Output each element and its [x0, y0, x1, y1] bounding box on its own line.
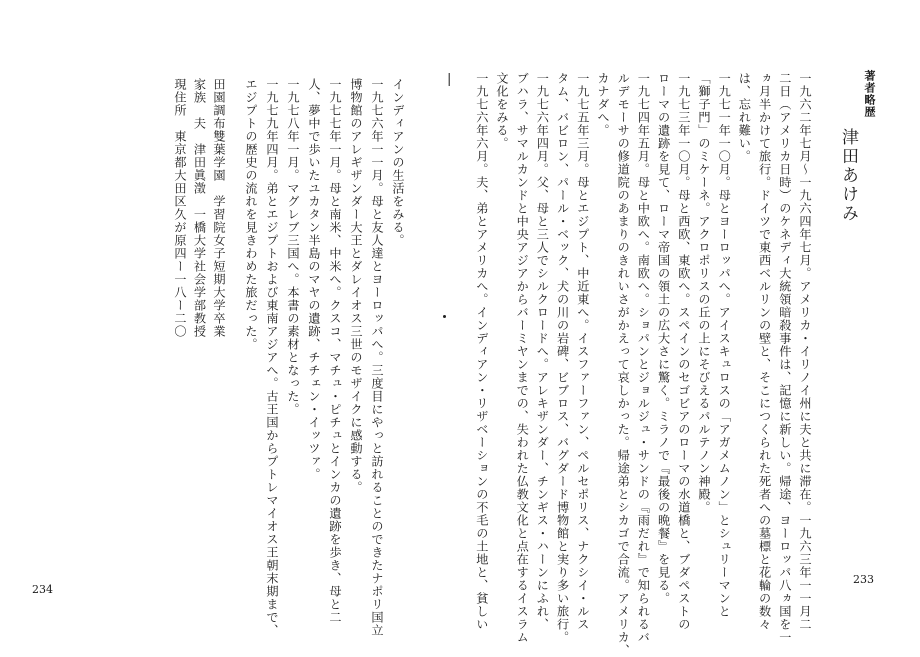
text-column: 文化をみる。 — [495, 72, 509, 150]
text-column: 二日（アメリカ日時）のケネディ大統領暗殺事件は、記憶に新しい。帰途、ヨーロッパ八ヵ国を一 — [777, 72, 792, 644]
profile-line: 家族 夫 津田眞澂 一橋大学社会学部教授 — [192, 78, 207, 338]
author-name: 津田あけみ — [838, 128, 858, 223]
text-column: は、忘れ難い。 — [737, 72, 752, 163]
text-column: 一九七三年一〇月。母と西欧、東欧へ。スペインのセゴビアのローマの水道橋と、ブダペストの — [676, 72, 691, 631]
text-column: エジプトの歴史の流れを見きわめた旅だった。 — [244, 78, 258, 351]
margin-dot — [443, 315, 446, 318]
text-column: 一九七五年三月。母とエジプト、中近東へ。イスファーファン、ペルセポリス、ナクシイ・ルス — [575, 72, 590, 631]
text-column: 一九七六年四月。父、母と三人でシルクロードへ。アレキザンダー、チンギス・ハーンにふれ、 — [535, 72, 550, 631]
text-column: 一九七一年一〇月。母とヨーロッパへ。アイスキュロスの「アガメムノン」とシュリーマンと — [717, 72, 732, 618]
left-page — [0, 0, 460, 637]
right-page — [460, 0, 920, 657]
page-number-right: 233 — [853, 573, 874, 586]
text-column: タム、バビロン、パール・ベック、犬の川の岩碑、ビブロス、バグダード博物館と実り多い旅行。 — [555, 72, 570, 644]
profile-line: 現住所 東京都大田区久が原四ー一八ー二〇 — [173, 78, 187, 338]
text-column: ブハラ、サマルカンドと中央アジアからバーミヤンまでの、失われた仏教文化と点在するイスラム — [515, 72, 530, 644]
text-column: 人、夢中で歩いたユカタン半島のマヤの遺跡、チチェン・イッツァ。 — [307, 78, 321, 481]
profile-line: 田園調布雙葉学園 学習院女子短期大学卒業 — [212, 78, 226, 338]
heading-label: 著者略歴 — [863, 70, 876, 118]
text-column: ルデモーサの修道院のあまりのきれいさがかえって哀しかった。帰途弟とシカゴで合流。アメリカ、 — [616, 72, 631, 657]
text-column: ローマの遺跡を見て、ローマ帝国の領土の広大さに驚く。ミラノで『最後の晩餐』を見る。 — [656, 72, 671, 605]
text-column: ヵ月半かけて旅行。ドイツで東西ベルリンの壁と、そこにつくられた死者への墓標と花輪の数々 — [757, 72, 772, 631]
text-column: 一九六二年七月〜一九六四年七月。アメリカ・イリノイ州に夫と共に滞在。一九六三年一一月二 — [798, 72, 812, 631]
margin-mark: | — [447, 72, 452, 87]
text-column: 一九七七年一月。母と南米、中米へ。クスコ、マチュ・ピチュとインカの遺跡を歩き、母と二 — [328, 78, 342, 624]
text-column: 一九七八年一月。マグレブ三国へ。本書の素材となった。 — [286, 78, 300, 416]
text-column: 一九七六年六月。夫、弟とアメリカへ。インディアン・リザベーションの不毛の土地と、貧しい — [474, 72, 489, 631]
text-column: インディアンの生活をみる。 — [391, 78, 405, 247]
text-column: 「獅子門」のミケーネ。アクロポリスの丘の上にそびえるパルテノン神殿。 — [697, 72, 711, 514]
text-column: カナダへ。 — [596, 72, 610, 137]
text-column: 一九七九年四月。弟とエジプトおよび東南アジアへ。古王国からプトレマイオス王朝末期まで、 — [265, 78, 279, 637]
text-column: 博物館のアレギザンダー大王とダレイオス三世のモザイクに感動する。 — [349, 78, 363, 494]
text-column: 一九七四年五月。母と中欧へ。南欧へ。ショパンとジョルジュ・サンドの『雨だれ』で知られるバ — [636, 72, 651, 644]
text-column: 一九七六年一一月。母と友人達とヨーロッパへ。三度目にやっと訪れることのできたナポリ国立 — [370, 78, 384, 637]
page-number-left: 234 — [32, 583, 53, 596]
